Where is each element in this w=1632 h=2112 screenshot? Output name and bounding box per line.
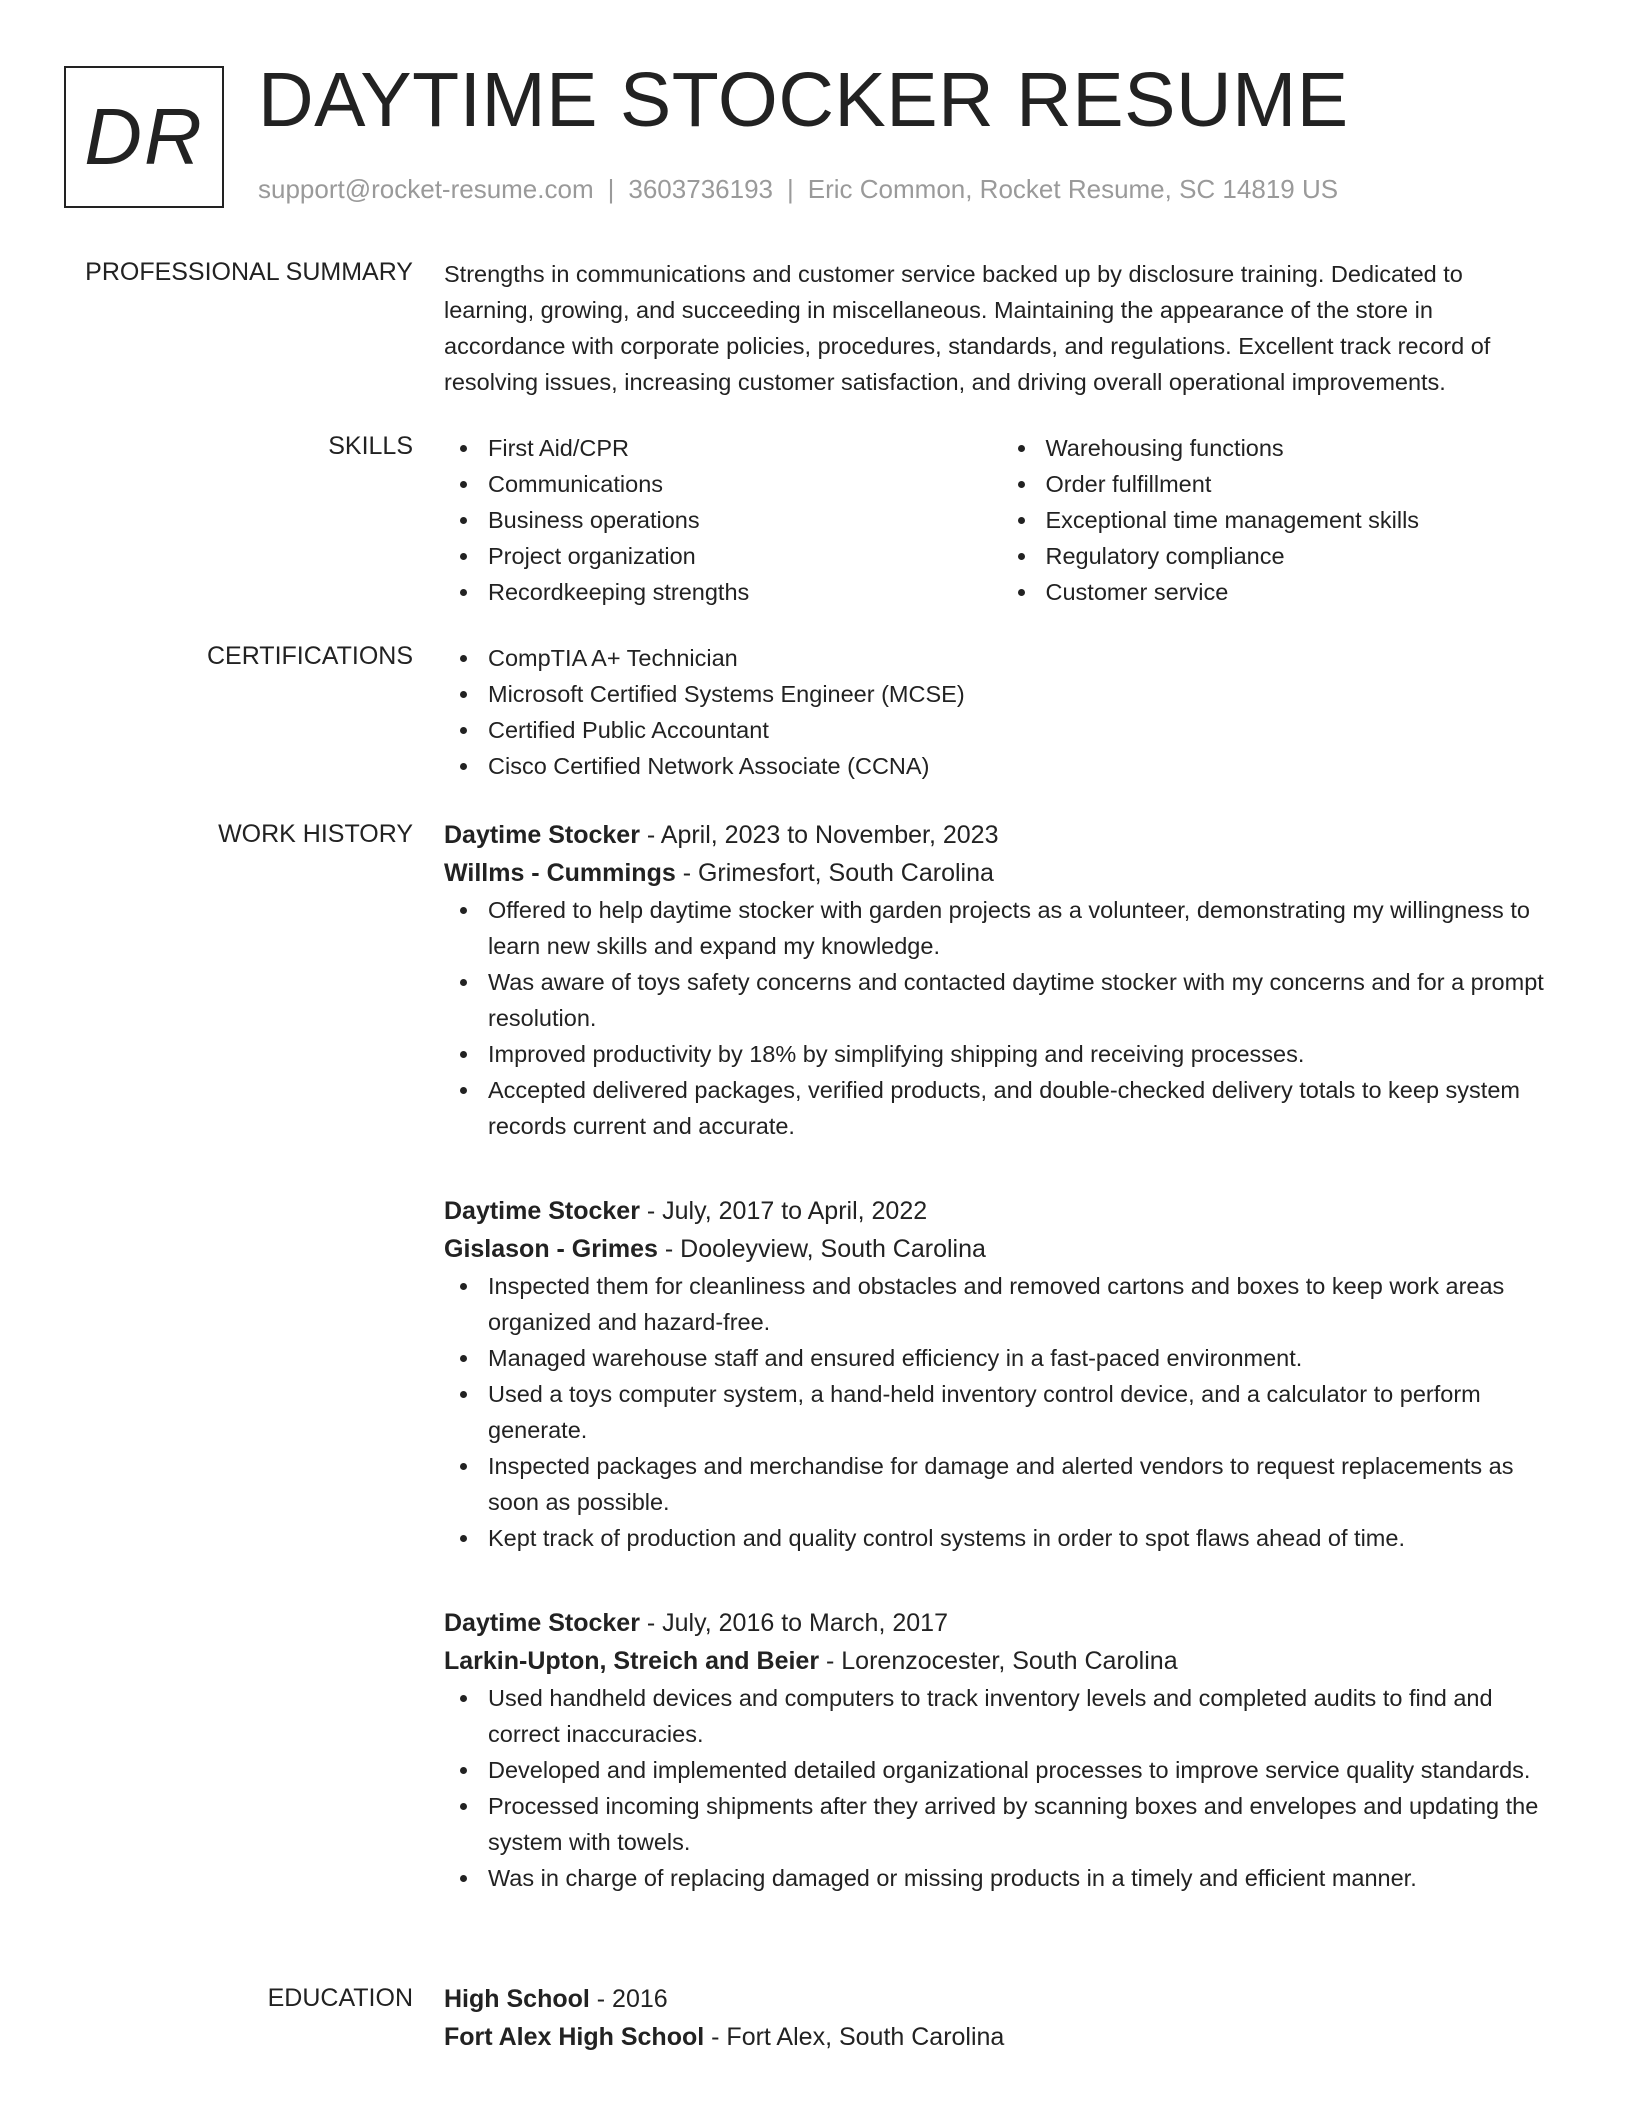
education-location: - Fort Alex, South Carolina: [704, 2023, 1005, 2051]
job-dates: - July, 2016 to March, 2017: [639, 1609, 948, 1637]
job-duty: Offered to help daytime stocker with garden projects as a volunteer, demonstrating my willingness to learn new skills and expand my knowledge.: [488, 892, 1559, 964]
job-title-line: [444, 1604, 1559, 1642]
job-company: Willms - Cummings: [444, 859, 676, 887]
job-title: Daytime Stocker: [444, 1197, 640, 1225]
job-duty: Processed incoming shipments after they arrived by scanning boxes and envelopes and updating the system with towels.: [488, 1788, 1559, 1860]
separator: |: [607, 174, 615, 204]
job-title: Daytime Stocker: [444, 1609, 640, 1637]
skill-item: Order fulfillment: [1046, 466, 1560, 502]
skill-item: Regulatory compliance: [1046, 538, 1560, 574]
certification-item: Microsoft Certified Systems Engineer (MCSE): [488, 676, 1559, 712]
job-duty: Used a toys computer system, a hand-held inventory control device, and a calculator to perform generate.: [488, 1376, 1559, 1448]
job-company: Larkin-Upton, Streich and Beier: [444, 1647, 820, 1675]
job-location: - Grimesfort, South Carolina: [675, 859, 994, 887]
education-school: Fort Alex High School: [444, 2023, 705, 2051]
job-title-line: [444, 816, 1559, 854]
job-duties-list: [444, 892, 1559, 1144]
work-history-heading: WORK HISTORY: [218, 820, 413, 848]
certification-item: Cisco Certified Network Associate (CCNA): [488, 748, 1559, 784]
education-degree: High School: [444, 1985, 590, 2013]
job-location: - Lorenzocester, South Carolina: [819, 1647, 1178, 1675]
skills-list-right: [1002, 430, 1560, 610]
job-entry: [444, 1192, 1559, 1556]
skill-item: Business operations: [488, 502, 1002, 538]
summary-heading: PROFESSIONAL SUMMARY: [85, 258, 413, 286]
certifications-list: [444, 640, 1559, 784]
job-company-line: [444, 1230, 1559, 1268]
contact-email[interactable]: support@rocket-resume.com: [258, 174, 594, 204]
summary-section: [444, 256, 1559, 400]
job-company: Gislason - Grimes: [444, 1235, 658, 1263]
job-entry: [444, 816, 1559, 1144]
skills-heading: SKILLS: [328, 432, 413, 460]
job-duty: Managed warehouse staff and ensured efficiency in a fast-paced environment.: [488, 1340, 1559, 1376]
skill-item: First Aid/CPR: [488, 430, 1002, 466]
skill-item: Communications: [488, 466, 1002, 502]
job-duties-list: [444, 1680, 1559, 1896]
job-duties-list: [444, 1268, 1559, 1556]
job-duty: Inspected packages and merchandise for damage and alerted vendors to request replacements as soon as possible.: [488, 1448, 1559, 1520]
education-school-line: [444, 2018, 1559, 2056]
contact-address: Eric Common, Rocket Resume, SC 14819 US: [807, 174, 1339, 204]
skills-section: [444, 430, 1559, 610]
education-year: - 2016: [589, 1985, 668, 2013]
job-dates: - July, 2017 to April, 2022: [639, 1197, 928, 1225]
education-degree-line: [444, 1980, 1559, 2018]
job-duty: Was aware of toys safety concerns and contacted daytime stocker with my concerns and for a prompt resolution.: [488, 964, 1559, 1036]
certifications-section: [444, 640, 1559, 784]
job-duty: Kept track of production and quality control systems in order to spot flaws ahead of time.: [488, 1520, 1559, 1556]
page-title: DAYTIME STOCKER RESUME: [258, 57, 1349, 143]
job-title: Daytime Stocker: [444, 821, 640, 849]
job-dates: - April, 2023 to November, 2023: [639, 821, 999, 849]
certifications-heading: CERTIFICATIONS: [206, 642, 413, 670]
education-section: [444, 1980, 1559, 2056]
certification-item: CompTIA A+ Technician: [488, 640, 1559, 676]
skill-item: Warehousing functions: [1046, 430, 1560, 466]
skill-item: Project organization: [488, 538, 1002, 574]
job-location: - Dooleyview, South Carolina: [657, 1235, 986, 1263]
separator: |: [787, 174, 794, 204]
job-duty: Inspected them for cleanliness and obstacles and removed cartons and boxes to keep work areas organized and hazard-free.: [488, 1268, 1559, 1340]
contact-phone[interactable]: 3603736193: [628, 174, 773, 204]
skill-item: Recordkeeping strengths: [488, 574, 1002, 610]
contact-line: [258, 174, 1338, 205]
skill-item: Customer service: [1046, 574, 1560, 610]
job-duty: Used handheld devices and computers to track inventory levels and completed audits to find and correct inaccuracies.: [488, 1680, 1559, 1752]
skills-list-left: [444, 430, 1002, 610]
education-heading: EDUCATION: [267, 1984, 413, 2012]
job-duty: Developed and implemented detailed organizational processes to improve service quality standards.: [488, 1752, 1559, 1788]
monogram-logo: DR: [64, 66, 224, 208]
job-duty: Improved productivity by 18% by simplifying shipping and receiving processes.: [488, 1036, 1559, 1072]
job-duty: Was in charge of replacing damaged or missing products in a timely and efficient manner.: [488, 1860, 1559, 1896]
job-title-line: [444, 1192, 1559, 1230]
job-duty: Accepted delivered packages, verified products, and double-checked delivery totals to keep system records current and accurate.: [488, 1072, 1559, 1144]
skill-item: Exceptional time management skills: [1046, 502, 1560, 538]
certification-item: Certified Public Accountant: [488, 712, 1559, 748]
job-company-line: [444, 1642, 1559, 1680]
summary-text: Strengths in communications and customer service backed up by disclosure training. Dedicated to learning, growing, and succeeding in miscellaneous. Maintaining the appearance of the store in accordance with corporate policies, procedures, standards, and regulations. Excellent track record of resolving issues, increasing customer satisfaction, and driving overall operational improvements.: [444, 261, 1491, 395]
job-company-line: [444, 854, 1559, 892]
job-entry: [444, 1604, 1559, 1896]
